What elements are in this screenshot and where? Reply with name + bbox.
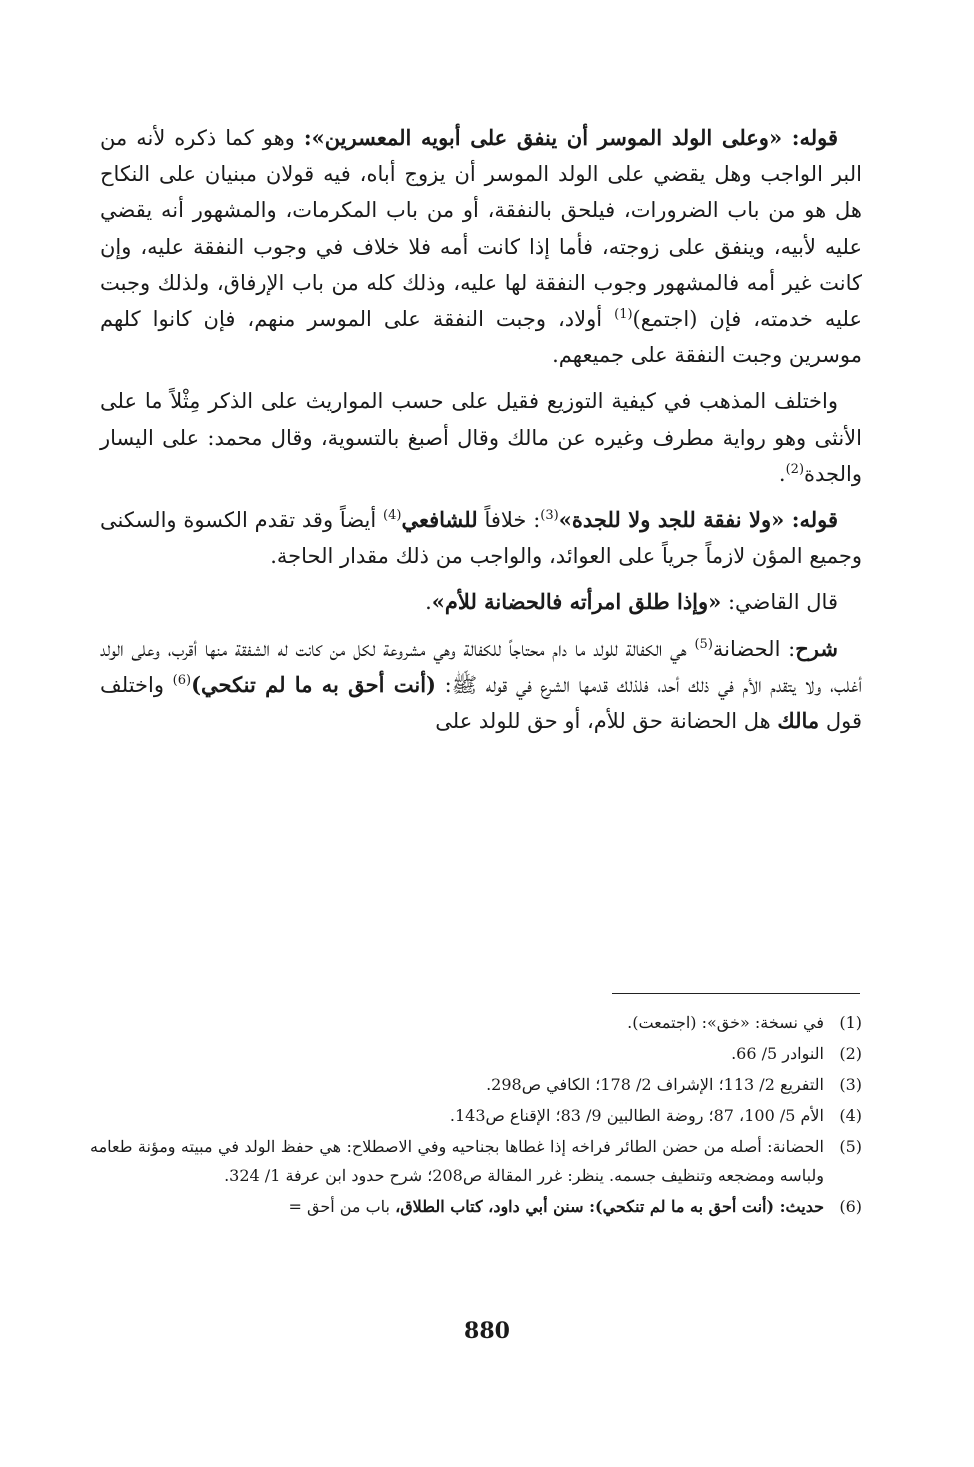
paragraph-1: قوله: «وعلى الولد الموسر أن ينفق على أبويه المعسرين»: وهو كما ذكره لأنه من البر الواجب وهل يقضي على الولد الموسر أن يزوج أباه، فيه قولان مبنيان على النكاح هل هو من باب الضرورات، فيلحق بالنفقة، أو من باب المكرمات، والمشهور أنه يقضي عليه لأبيه، وينفق على زوجته، فأما إذا كانت أمه فلا خلاف في وجوب النفقة عليه، وإن كانت غير أمه فالمشهور وجوب النفقة لها عليه، وذلك كله من باب الإرفاق، ولذلك وجبت عليه خدمته، فإن (اجتمع)$^{(1)}$ أولاد، وجبت النفقة على الموسر منهم، فإن كانوا كلهم موسرين وجبت النفقة على جميعهم. (100, 125, 862, 368)
footnote-text: في نسخة: «خق»: (اجتمعت). (627, 1013, 824, 1032)
footnote-ref[interactable]: (5) (694, 636, 713, 652)
section-lead: شرح (795, 635, 838, 661)
page-number: 880 (464, 1318, 510, 1344)
footnote-ref[interactable]: (3) (540, 508, 559, 524)
footnote-ref[interactable]: (4) (383, 508, 402, 524)
paragraph-2: واختلف المذهب في كيفية التوزيع فقيل على حسب المواريث على الذكر مِثْلاً ما على الأنثى وهو رواية مطرف وغيره عن مالك وقال أصبغ بالتسوية، وقال محمد: على اليسار والجدة$^{(2)}$. (100, 389, 862, 486)
quote-lead: قوله: «وعلى الولد الموسر أن ينفق على أبويه المعسرين»: (303, 125, 839, 150)
footnote-number: (1) (839, 1013, 862, 1032)
footnote-number: (3) (839, 1075, 862, 1094)
bold-name: مالك (777, 708, 820, 734)
footnote-item (90, 1132, 862, 1190)
footnote-ref[interactable]: (2) (785, 461, 805, 477)
paragraph-5: شرح: الحضانة$^{(5)}$ هي الكفالة للولد ما دام محتاجاً للكفالة وهي مشروعة لكل من كانت له الشفقة منها أقرب، وعلى الولد أغلب، ولا يتقدم الأم في ذلك أحد، فلذلك قدمها الشرع في قوله ﷺ: (أنت أحق به ما لم تنكحي)$^{(6)}$ واختلف قول مالك هل الحضانة حق للأم، أو حق للولد على (100, 635, 862, 734)
footnote-item (90, 1101, 862, 1130)
footnote-ref[interactable]: (1) (614, 307, 633, 323)
footnote-ref[interactable]: (6) (172, 672, 192, 688)
quote-lead: قوله: «ولا نفقة للجد ولا للجدة» (558, 507, 838, 533)
footnote-text: التفريع 2/ 113؛ الإشراف 2/ 178؛ الكافي ص298. (486, 1075, 824, 1094)
footnote-item (90, 1070, 862, 1099)
quote-bold: «وإذا طلق امرأته فالحضانة للأم» (431, 589, 722, 615)
footnote-text: النوادر 5/ 66. (731, 1044, 824, 1063)
bold-name: للشافعي (401, 507, 478, 533)
footnote-number: (2) (839, 1044, 862, 1063)
footnote-number: (6) (839, 1197, 862, 1216)
footnote-text: الأم 5/ 100، 87؛ روضة الطالبين 9/ 83؛ الإقناع ص143. (449, 1106, 824, 1125)
footnote-item (90, 1039, 862, 1068)
footnote-item (90, 1192, 862, 1221)
footnote-text: حديث: (أنت أحق به ما لم تنكحي): سنن أبي داود، كتاب الطلاق، باب من أحق = (288, 1197, 824, 1216)
footnote-text: الحضانة: أصله من حضن الطائر فراخه إذا غطاها بجناحيه وفي الاصطلاح: هي حفظ الولد في مبيته ومؤنة طعامه ولباسه ومضجعه وتنظيف جسمه. ينظر: غرر المقالة ص208؛ شرح حدود ابن عرفة 1/ 324. (90, 1137, 824, 1185)
main-text (100, 120, 862, 749)
footnotes (90, 1008, 862, 1223)
footnote-number: (5) (839, 1137, 862, 1156)
hadith-bold: (أنت أحق به ما لم تنكحي) (191, 671, 436, 697)
footnote-number: (4) (839, 1106, 862, 1125)
footnote-divider (612, 993, 860, 994)
paragraph-4: قال القاضي: «وإذا طلق امرأته فالحضانة للأم». (425, 589, 838, 615)
footnote-item (90, 1008, 862, 1037)
paragraph-3: قوله: «ولا نفقة للجد ولا للجدة»$^{(3)}$: خلافاً للشافعي$^{(4)}$ أيضاً وقد تقدم الكسوة والسكنى وجميع المؤن لازماً جرياً على العوائد، والواجب من ذلك مقدار الحاجة. (100, 507, 862, 569)
